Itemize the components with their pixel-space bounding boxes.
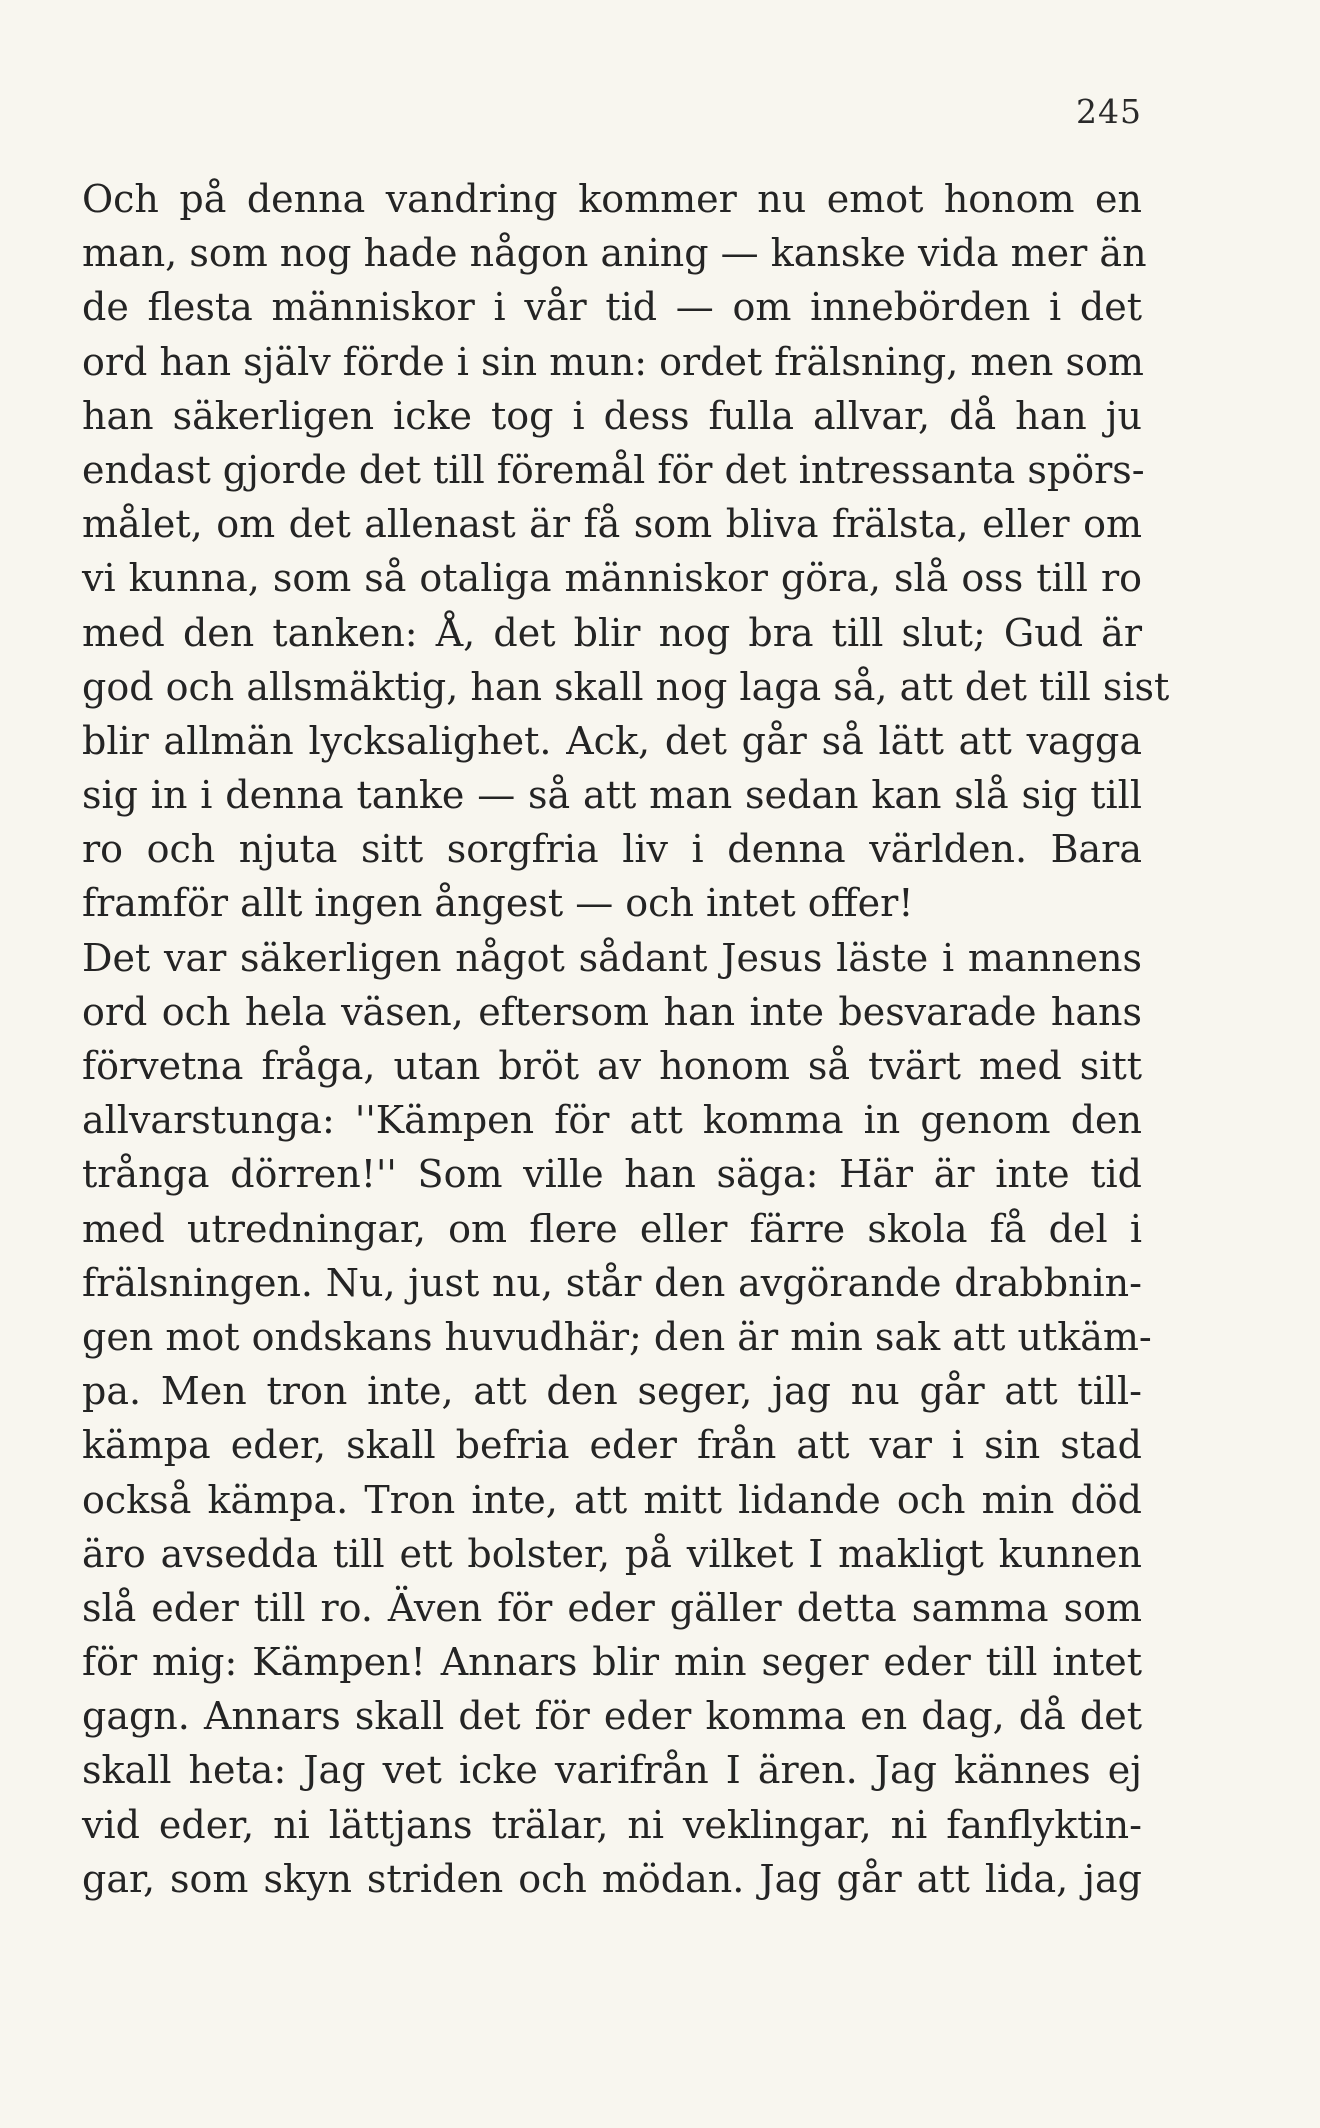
text-line: han säkerligen icke tog i dess fulla allvar, då han ju	[82, 393, 1142, 438]
text-line: god och allsmäktig, han skall nog laga så, att det till sist	[82, 664, 1170, 709]
text-line: skall heta: Jag vet icke varifrån I ären. Jag kännes ej	[82, 1748, 1142, 1793]
text-line: förvetna fråga, utan bröt av honom så tvärt med sitt	[82, 1044, 1142, 1088]
text-line: kämpa eder, skall befria eder från att var i sin stad	[82, 1423, 1142, 1468]
text-line: ord han själv förde i sin mun: ordet frälsning, men som	[82, 339, 1144, 384]
text-line: pa. Men tron inte, att den seger, jag nu går att till-	[82, 1369, 1142, 1414]
text-line: slå eder till ro. Även för eder gäller detta samma som	[82, 1585, 1142, 1630]
page-number: 245	[1076, 92, 1142, 131]
text-line: vi kunna, som så otaliga människor göra, slå oss till ro	[82, 556, 1142, 601]
text-line: endast gjorde det till föremål för det intressanta spörs-	[82, 447, 1145, 492]
text-line: man, som nog hade någon aning — kanske vida mer än	[82, 231, 1147, 276]
text-line: för mig: Kämpen! Annars blir min seger eder till intet	[82, 1640, 1142, 1685]
text-line: blir allmän lycksalighet. Ack, det går så lätt att vagga	[82, 718, 1142, 763]
text-line: ord och hela väsen, eftersom han inte besvarade hans	[82, 989, 1142, 1034]
text-line: Det var säkerligen något sådant Jesus läste i mannens	[82, 935, 1142, 980]
text-line: Och på denna vandring kommer nu emot honom en	[82, 177, 1142, 221]
text-line: frälsningen. Nu, just nu, står den avgörande drabbnin-	[82, 1260, 1142, 1305]
text-line: gen mot ondskans huvudhär; den är min sak att utkäm-	[82, 1314, 1152, 1359]
text-line: framför allt ingen ångest — och intet offer!	[82, 881, 914, 926]
text-line: gar, som skyn striden och mödan. Jag går att lida, jag	[82, 1856, 1142, 1901]
text-line: vid eder, ni lättjans trälar, ni veklingar, ni fanflyktin-	[82, 1802, 1142, 1847]
text-line: målet, om det allenast är få som bliva frälsta, eller om	[82, 502, 1142, 547]
text-line: ro och njuta sitt sorgfria liv i denna världen. Bara	[82, 827, 1142, 872]
text-line: med utredningar, om flere eller färre skola få del i	[82, 1206, 1142, 1251]
text-line: de flesta människor i vår tid — om innebörden i det	[82, 285, 1142, 330]
text-line: trånga dörren!'' Som ville han säga: Här är inte tid	[82, 1152, 1142, 1197]
body-text	[82, 172, 1170, 1906]
text-line: äro avsedda till ett bolster, på vilket I makligt kunnen	[82, 1531, 1142, 1576]
text-line: allvarstunga: ''Kämpen för att komma in genom den	[82, 1098, 1142, 1143]
text-line: gagn. Annars skall det för eder komma en dag, då det	[82, 1694, 1142, 1739]
text-line: med den tanken: Å, det blir nog bra till slut; Gud är	[82, 610, 1142, 655]
text-line: sig in i denna tanke — så att man sedan kan slå sig till	[82, 773, 1142, 818]
text-line: också kämpa. Tron inte, att mitt lidande och min död	[82, 1477, 1142, 1522]
